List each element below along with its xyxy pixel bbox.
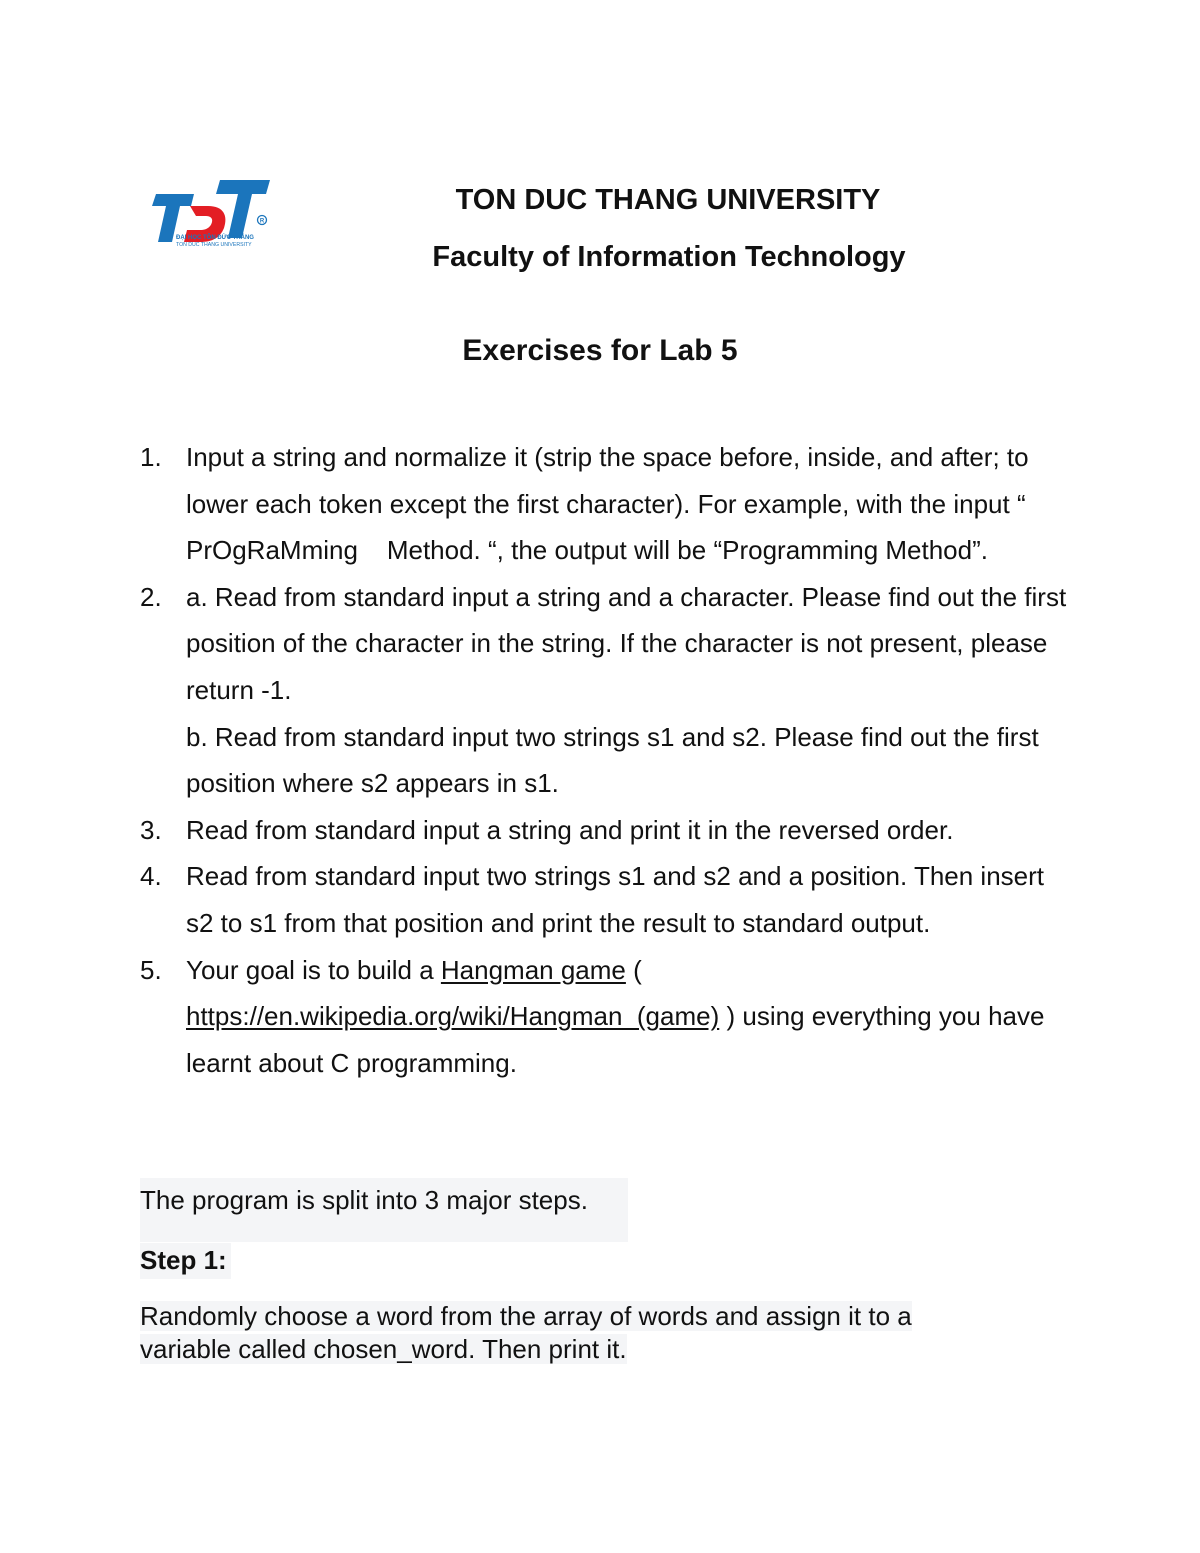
exercise-item bbox=[140, 853, 1070, 946]
exercise-item bbox=[140, 434, 1070, 574]
step1-heading: Step 1: bbox=[140, 1243, 231, 1279]
exercise-text: Input a string and normalize it (strip the space before, inside, and after; to lower each token except the first character). For example, with the input “ PrOgRaMming Method. “, the output will be “Programming Method”. bbox=[186, 442, 1041, 566]
exercise-text: Read from standard input two strings s1 and s2 and a position. Then insert s2 to s1 from that position and print the result to standard output. bbox=[186, 861, 1045, 938]
logo-text-en: TON DUC THANG UNIVERSITY bbox=[176, 242, 252, 248]
wikipedia-link-text: https://en.wikipedia.org/wiki/Hangman_(game) bbox=[186, 1001, 720, 1032]
step1-line2: variable called chosen_word. Then print it. bbox=[140, 1334, 627, 1364]
exercise-text-pre: Your goal is to build a bbox=[186, 954, 441, 985]
step1-line1: Randomly choose a word from the array of words and assign it to a bbox=[140, 1301, 912, 1331]
document-title: Exercises for Lab 5 bbox=[462, 334, 738, 367]
exercise-text-a: a. Read from standard input a string and a character. Please find out the first position of the character in the string. If the character is not present, please return -1. bbox=[186, 581, 1067, 705]
logo-text-vi: ĐẠI HỌC TÔN ĐỨC THẮNG bbox=[176, 235, 254, 241]
wikipedia-link[interactable] bbox=[186, 1001, 719, 1031]
exercise-number: 3. bbox=[140, 814, 162, 845]
step1-description bbox=[140, 1300, 980, 1366]
exercise-text-b: b. Read from standard input two strings s1 and s2. Please find out the first position where s2 appears in s1. bbox=[186, 721, 1039, 799]
exercise-number: 4. bbox=[140, 861, 162, 892]
exercise-number: 1. bbox=[140, 442, 162, 472]
exercise-text: Read from standard input a string and print it in the reversed order. bbox=[186, 814, 954, 845]
exercise-item bbox=[140, 574, 1070, 807]
exercise-text-mid: ( bbox=[625, 954, 642, 985]
exercise-item bbox=[140, 807, 1070, 854]
exercise-number: 2. bbox=[140, 581, 162, 612]
exercise-number: 5. bbox=[140, 954, 162, 985]
program-split-text: The program is split into 3 major steps. bbox=[140, 1178, 628, 1242]
exercise-item bbox=[140, 947, 1070, 1087]
university-name: TON DUC THANG UNIVERSITY bbox=[455, 184, 881, 216]
exercise-text-post: ) using everything you have learnt about C programming. bbox=[186, 1001, 1045, 1078]
exercise-list bbox=[140, 434, 1070, 1086]
svg-text:R: R bbox=[259, 218, 265, 225]
hangman-game-link[interactable]: Hangman game bbox=[440, 954, 626, 985]
faculty-name: Faculty of Information Technology bbox=[432, 241, 906, 273]
